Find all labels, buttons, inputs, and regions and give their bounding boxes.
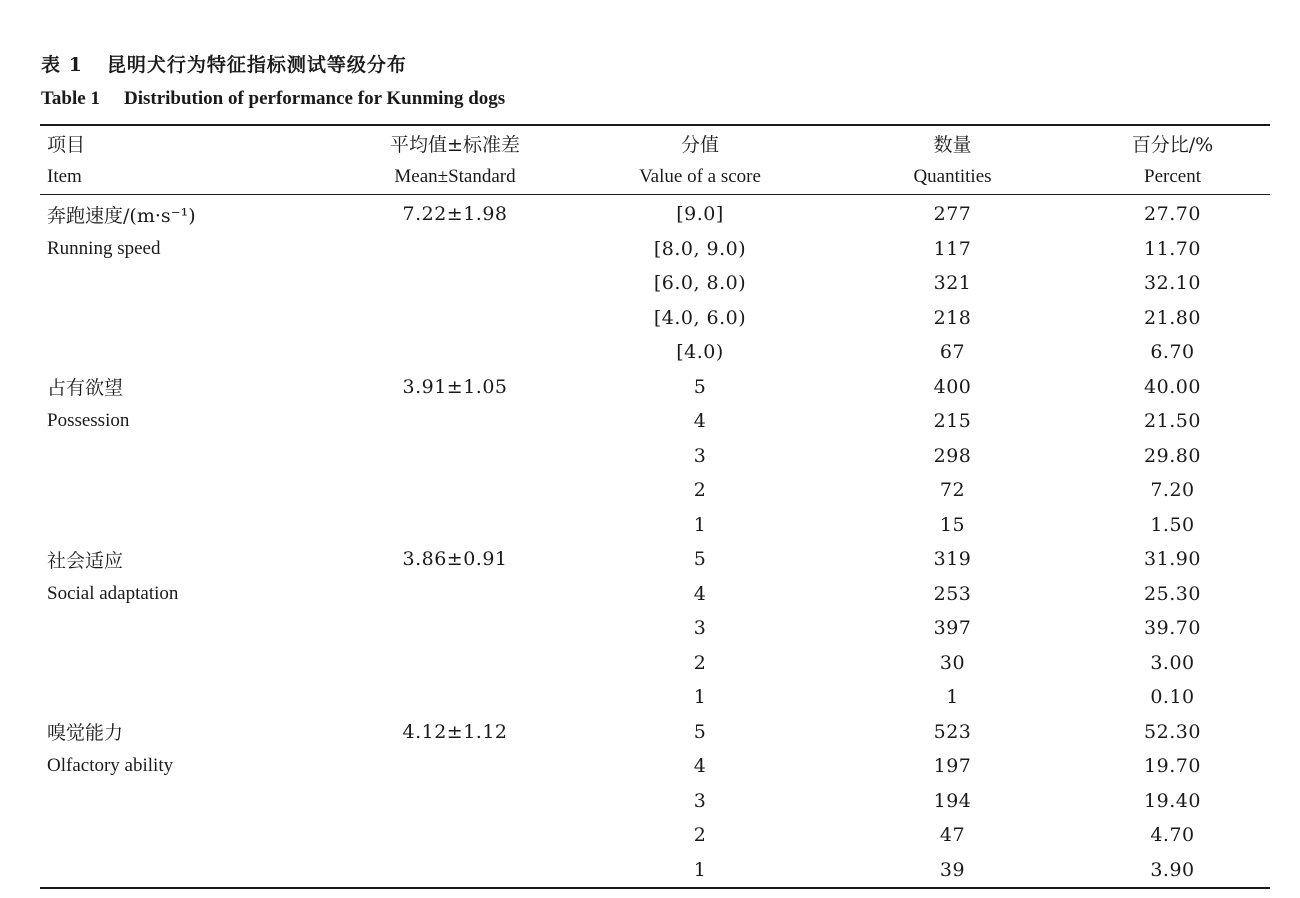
- cell-score: 5: [693, 720, 707, 743]
- cell-percent: 32.10: [1144, 272, 1201, 295]
- table-row: [40, 542, 1270, 577]
- table-row: [40, 577, 1270, 612]
- table-row: [40, 508, 1270, 543]
- cell-score: 2: [693, 479, 707, 502]
- table-row: [40, 370, 1270, 405]
- header-mean-en: Mean±Standard: [394, 166, 516, 187]
- cell-quantity: 117: [933, 237, 972, 260]
- cell-percent: 21.50: [1144, 410, 1201, 433]
- cell-percent: 1.50: [1150, 513, 1195, 536]
- cell-mean: 7.22±1.98: [402, 203, 508, 226]
- cell-quantity: 215: [933, 410, 972, 433]
- cell-score: [4.0): [676, 341, 724, 364]
- table-row: [40, 404, 1270, 439]
- cell-percent: 7.20: [1150, 479, 1195, 502]
- cell-score: 1: [693, 858, 707, 881]
- cell-percent: 29.80: [1144, 444, 1201, 467]
- cell-item: 奔跑速度/(m·s⁻¹): [47, 204, 196, 227]
- cell-item: Social adaptation: [47, 582, 179, 604]
- table-row: [40, 818, 1270, 853]
- table-title-english: Distribution of performance for Kunming dogs: [123, 88, 506, 109]
- table-header: [40, 126, 1270, 195]
- cell-quantity: 72: [939, 479, 966, 502]
- table-number-english: Table 1: [41, 88, 100, 109]
- cell-quantity: 400: [933, 375, 972, 398]
- table-row: [40, 749, 1270, 784]
- cell-percent: 19.70: [1144, 755, 1201, 778]
- cell-percent: 3.90: [1150, 858, 1195, 881]
- cell-score: 2: [693, 824, 707, 847]
- cell-score: [4.0, 6.0): [653, 306, 747, 329]
- cell-score: 2: [693, 651, 707, 674]
- cell-quantity: 67: [939, 341, 966, 364]
- table-caption-english: [41, 88, 505, 110]
- cell-percent: 52.30: [1144, 720, 1201, 743]
- cell-quantity: 30: [939, 651, 966, 674]
- header-percent-en: Percent: [1144, 166, 1201, 187]
- header-mean-cn: 平均值±标准差: [390, 133, 520, 156]
- cell-score: 3: [693, 617, 707, 640]
- header-quantity-cn: 数量: [933, 133, 972, 156]
- table-row: [40, 335, 1270, 370]
- cell-percent: 40.00: [1144, 375, 1201, 398]
- table-row: [40, 715, 1270, 750]
- table-title-chinese: 昆明犬行为特征指标测试等级分布: [106, 54, 407, 76]
- cell-mean: 4.12±1.12: [402, 720, 508, 743]
- cell-quantity: 39: [939, 858, 966, 881]
- cell-item: 社会适应: [47, 549, 124, 572]
- cell-quantity: 15: [939, 513, 966, 536]
- cell-quantity: 253: [933, 582, 972, 605]
- cell-score: [6.0, 8.0): [653, 272, 747, 295]
- header-item-en: Item: [47, 166, 82, 187]
- cell-score: 5: [693, 548, 707, 571]
- cell-score: [8.0, 9.0): [653, 237, 747, 260]
- cell-percent: 6.70: [1150, 341, 1195, 364]
- cell-percent: 31.90: [1144, 548, 1201, 571]
- cell-percent: 11.70: [1144, 237, 1201, 260]
- header-score-cn: 分值: [680, 133, 719, 156]
- header-row-english: [40, 160, 1270, 194]
- cell-quantity: 194: [933, 789, 972, 812]
- cell-quantity: 319: [933, 548, 972, 571]
- header-item-cn: 项目: [47, 133, 86, 156]
- header-score-en: Value of a score: [639, 166, 761, 187]
- cell-item: Running speed: [47, 237, 161, 259]
- cell-item: Olfactory ability: [47, 755, 174, 777]
- cell-score: [9.0]: [676, 203, 724, 226]
- cell-mean: 3.86±0.91: [402, 548, 508, 571]
- table-row: [40, 611, 1270, 646]
- table-row: [40, 473, 1270, 508]
- cell-percent: 25.30: [1144, 582, 1201, 605]
- cell-quantity: 298: [933, 444, 972, 467]
- cell-quantity: 1: [946, 686, 959, 709]
- cell-score: 5: [693, 375, 707, 398]
- table-row: [40, 266, 1270, 301]
- cell-score: 1: [693, 686, 707, 709]
- cell-score: 3: [693, 444, 707, 467]
- cell-percent: 4.70: [1150, 824, 1195, 847]
- table-row: [40, 197, 1270, 232]
- cell-percent: 0.10: [1150, 686, 1195, 709]
- cell-item: 嗅觉能力: [47, 722, 124, 745]
- table-row: [40, 301, 1270, 336]
- table-row: [40, 784, 1270, 819]
- cell-percent: 3.00: [1150, 651, 1195, 674]
- table-row: [40, 680, 1270, 715]
- cell-item: Possession: [47, 410, 130, 432]
- cell-quantity: 523: [933, 720, 972, 743]
- table-row: [40, 439, 1270, 474]
- table-number-chinese: 表 1: [41, 54, 83, 76]
- table-row: [40, 853, 1270, 888]
- table-caption-chinese: [41, 50, 407, 77]
- cell-quantity: 47: [939, 824, 966, 847]
- cell-quantity: 277: [933, 203, 972, 226]
- cell-quantity: 197: [933, 755, 972, 778]
- cell-score: 3: [693, 789, 707, 812]
- cell-percent: 21.80: [1144, 306, 1201, 329]
- cell-quantity: 321: [933, 272, 972, 295]
- table-row: [40, 232, 1270, 267]
- cell-quantity: 397: [933, 617, 972, 640]
- cell-score: 1: [693, 513, 707, 536]
- cell-quantity: 218: [933, 306, 972, 329]
- cell-score: 4: [693, 755, 707, 778]
- cell-percent: 39.70: [1144, 617, 1201, 640]
- cell-item: 占有欲望: [47, 377, 124, 400]
- cell-score: 4: [693, 582, 707, 605]
- cell-percent: 19.40: [1144, 789, 1201, 812]
- header-quantity-en: Quantities: [913, 166, 992, 187]
- header-row-chinese: [40, 126, 1270, 160]
- data-table: [40, 124, 1270, 889]
- table-body: [40, 197, 1270, 887]
- cell-percent: 27.70: [1144, 203, 1201, 226]
- header-percent-cn: 百分比/%: [1131, 133, 1214, 156]
- table-row: [40, 646, 1270, 681]
- cell-score: 4: [693, 410, 707, 433]
- cell-mean: 3.91±1.05: [402, 375, 508, 398]
